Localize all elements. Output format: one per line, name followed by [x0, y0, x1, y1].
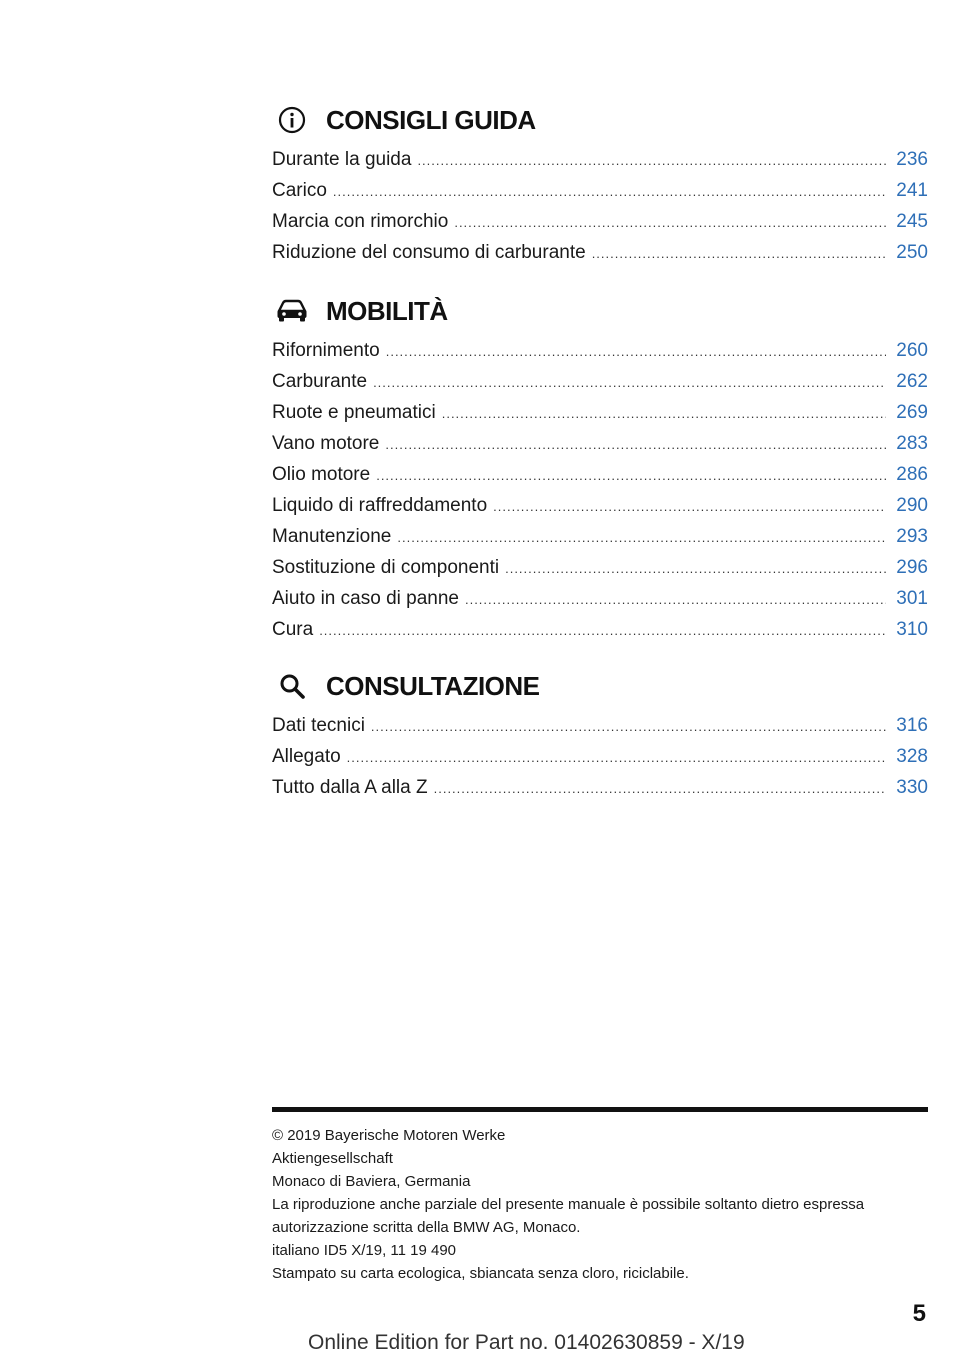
dot-leader — [385, 429, 886, 460]
toc-page-link[interactable]: 301 — [896, 588, 928, 609]
toc-entry-label: Liquido di raffreddamento — [272, 495, 488, 516]
dot-leader — [373, 367, 886, 398]
section-header — [272, 100, 928, 140]
toc-entry-label: Carburante — [272, 371, 368, 392]
dot-leader — [347, 742, 886, 773]
section-mobilita — [272, 291, 928, 645]
toc-entry-label: Sostituzione di componenti — [272, 557, 500, 578]
imprint-line: Aktiengesellschaft — [272, 1150, 393, 1167]
section-consigli-guida — [272, 100, 928, 268]
toc-entry[interactable] — [272, 490, 928, 521]
toc-page-link[interactable]: 283 — [896, 433, 928, 454]
toc-entry[interactable] — [272, 772, 928, 803]
imprint-line: © 2019 Bayerische Motoren Werke — [272, 1127, 506, 1144]
toc-page-link[interactable]: 296 — [896, 557, 928, 578]
toc-entry[interactable] — [272, 366, 928, 397]
toc-page-link[interactable]: 241 — [896, 180, 928, 201]
toc-entry[interactable] — [272, 741, 928, 772]
toc-page-link[interactable]: 330 — [896, 777, 928, 798]
imprint-block — [272, 1124, 928, 1285]
toc-entry[interactable] — [272, 144, 928, 175]
imprint-line: Monaco di Baviera, Germania — [272, 1173, 471, 1190]
imprint-line: La riproduzione anche parziale del presente manuale è possibile soltanto dietro espressa — [272, 1196, 865, 1213]
dot-leader — [454, 207, 886, 238]
footer-edition: Online Edition for Part no. 01402630859 - X/19 — [308, 1331, 745, 1354]
toc-entry-label: Manutenzione — [272, 526, 392, 547]
toc-entry-label: Cura — [272, 619, 314, 640]
toc-entry[interactable] — [272, 175, 928, 206]
toc-entry-label: Rifornimento — [272, 340, 380, 361]
dot-leader — [417, 145, 886, 176]
dot-leader — [592, 238, 886, 269]
section-title: MOBILITÀ — [326, 295, 448, 326]
toc-page-link[interactable]: 262 — [896, 371, 928, 392]
toc-entry[interactable] — [272, 521, 928, 552]
toc-page-link[interactable]: 286 — [896, 464, 928, 485]
toc-page-link[interactable]: 269 — [896, 402, 928, 423]
toc-page-link[interactable]: 250 — [896, 242, 928, 263]
toc-page-link[interactable]: 245 — [896, 211, 928, 232]
dot-leader — [493, 491, 886, 522]
toc-entry[interactable] — [272, 552, 928, 583]
toc-page-link[interactable]: 316 — [896, 715, 928, 736]
toc-entry-label: Olio motore — [272, 464, 371, 485]
toc-entry-label: Tutto dalla A alla Z — [272, 777, 428, 798]
imprint-line: italiano ID5 X/19, 11 19 490 — [272, 1242, 457, 1259]
info-icon — [272, 100, 312, 140]
page-number: 5 — [912, 1300, 926, 1327]
toc-entry[interactable] — [272, 614, 928, 645]
toc-entry[interactable] — [272, 459, 928, 490]
imprint-line: autorizzazione scritta della BMW AG, Monaco. — [272, 1219, 581, 1236]
dot-leader — [371, 711, 886, 742]
toc-entry[interactable] — [272, 237, 928, 268]
toc-entry[interactable] — [272, 428, 928, 459]
dot-leader — [386, 336, 886, 367]
toc-entry[interactable] — [272, 397, 928, 428]
dot-leader — [442, 398, 886, 429]
dot-leader — [333, 176, 886, 207]
toc-page-link[interactable]: 260 — [896, 340, 928, 361]
toc-page-link[interactable]: 310 — [896, 619, 928, 640]
toc-entry-label: Aiuto in caso di panne — [272, 588, 459, 609]
toc-entry[interactable] — [272, 335, 928, 366]
dot-leader — [397, 522, 886, 553]
imprint-line: Stampato su carta ecologica, sbiancata senza cloro, riciclabile. — [272, 1265, 689, 1282]
dot-leader — [319, 615, 886, 646]
toc-entry-label: Marcia con rimorchio — [272, 211, 449, 232]
dot-leader — [434, 773, 886, 804]
section-consultazione — [272, 666, 928, 803]
toc-page-link[interactable]: 236 — [896, 149, 928, 170]
car-icon — [272, 291, 312, 331]
toc-entry[interactable] — [272, 206, 928, 237]
toc-entry[interactable] — [272, 583, 928, 614]
toc-entry-label: Carico — [272, 180, 327, 201]
toc-page-link[interactable]: 328 — [896, 746, 928, 767]
section-header — [272, 666, 928, 706]
dot-leader — [376, 460, 886, 491]
divider-rule — [272, 1107, 928, 1112]
toc-entry-label: Ruote e pneumatici — [272, 402, 436, 423]
toc-page-link[interactable]: 290 — [896, 495, 928, 516]
section-title: CONSIGLI GUIDA — [326, 104, 536, 135]
toc-entry-label: Dati tecnici — [272, 715, 365, 736]
section-header — [272, 291, 928, 331]
toc-page-link[interactable]: 293 — [896, 526, 928, 547]
dot-leader — [465, 584, 886, 615]
section-title: CONSULTAZIONE — [326, 670, 540, 701]
search-icon — [272, 666, 312, 706]
toc-entry-label: Vano motore — [272, 433, 380, 454]
toc-entry[interactable] — [272, 710, 928, 741]
dot-leader — [505, 553, 886, 584]
toc-entry-label: Allegato — [272, 746, 341, 767]
toc-entry-label: Riduzione del consumo di carburante — [272, 242, 586, 263]
toc-entry-label: Durante la guida — [272, 149, 412, 170]
